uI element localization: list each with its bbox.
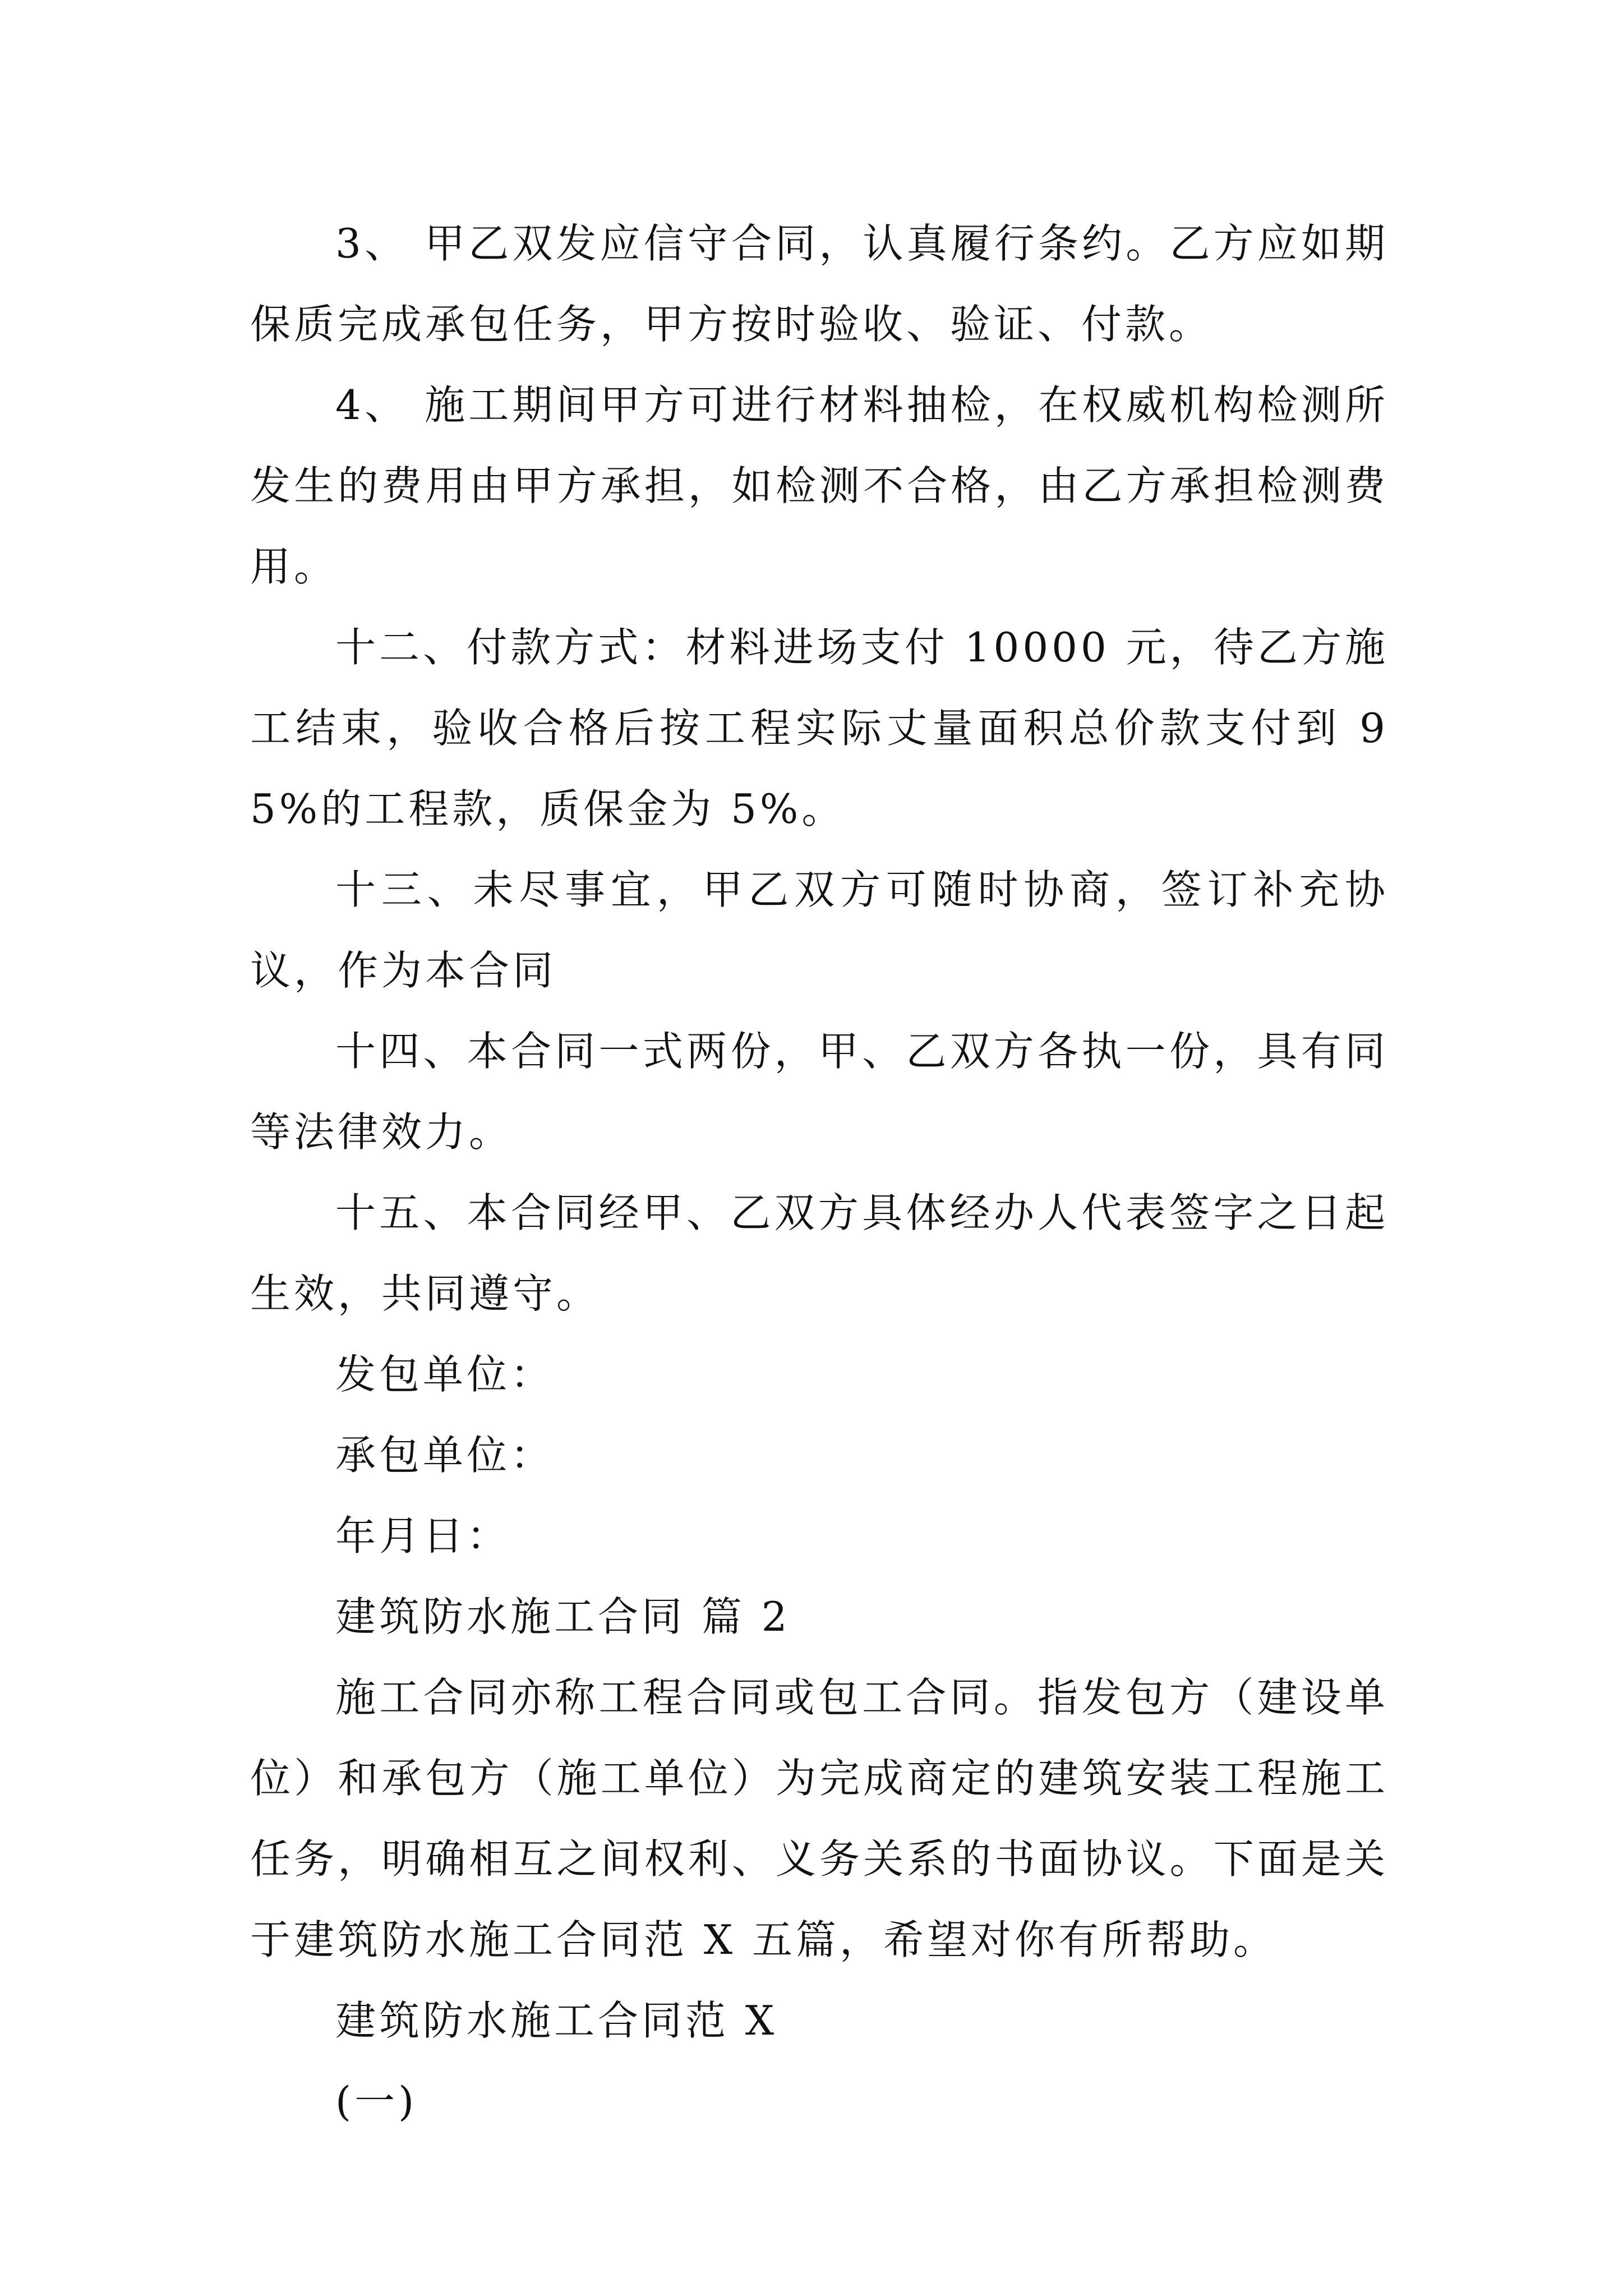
issuer-line: 发包单位： [335, 1351, 555, 1398]
section-title: 建筑防水施工合同范 X [335, 1997, 778, 2044]
clause-13-supplement: 十三、未尽事宜，甲乙双方可随时协商，签订补充协议，作为本合同 [250, 866, 1389, 994]
contractor-line: 承包单位： [335, 1432, 555, 1479]
clause-14-copies: 十四、本合同一式两份，甲、乙双方各执一份，具有同等法律效力。 [250, 1028, 1389, 1156]
article-heading: 建筑防水施工合同 篇 2 [335, 1593, 791, 1640]
document-body [250, 203, 1389, 2142]
clause-4: 4、 施工期间甲方可进行材料抽检，在权威机构检测所发生的费用由甲方承担，如检测不合格，由乙方承担检测费用。 [250, 381, 1389, 590]
date-line: 年月日： [335, 1512, 511, 1559]
section-number: (一) [335, 2078, 418, 2125]
intro-paragraph: 施工合同亦称工程合同或包工合同。指发包方（建设单位）和承包方（施工单位）为完成商定的建筑安装工程施工任务，明确相互之间权利、义务关系的书面协议。下面是关于建筑防水施工合同范 X 五篇，希望对你有所帮助。 [250, 1674, 1389, 1963]
clause-12-payment: 十二、付款方式：材料进场支付 10000 元，待乙方施工结束，验收合格后按工程实际丈量面积总价款支付到 95%的工程款，质保金为 5%。 [250, 624, 1389, 832]
clause-3: 3、 甲乙双发应信守合同，认真履行条约。乙方应如期保质完成承包任务，甲方按时验收、验证、付款。 [250, 220, 1389, 348]
clause-15-effective: 十五、本合同经甲、乙双方具体经办人代表签字之日起生效，共同遵守。 [250, 1189, 1389, 1317]
